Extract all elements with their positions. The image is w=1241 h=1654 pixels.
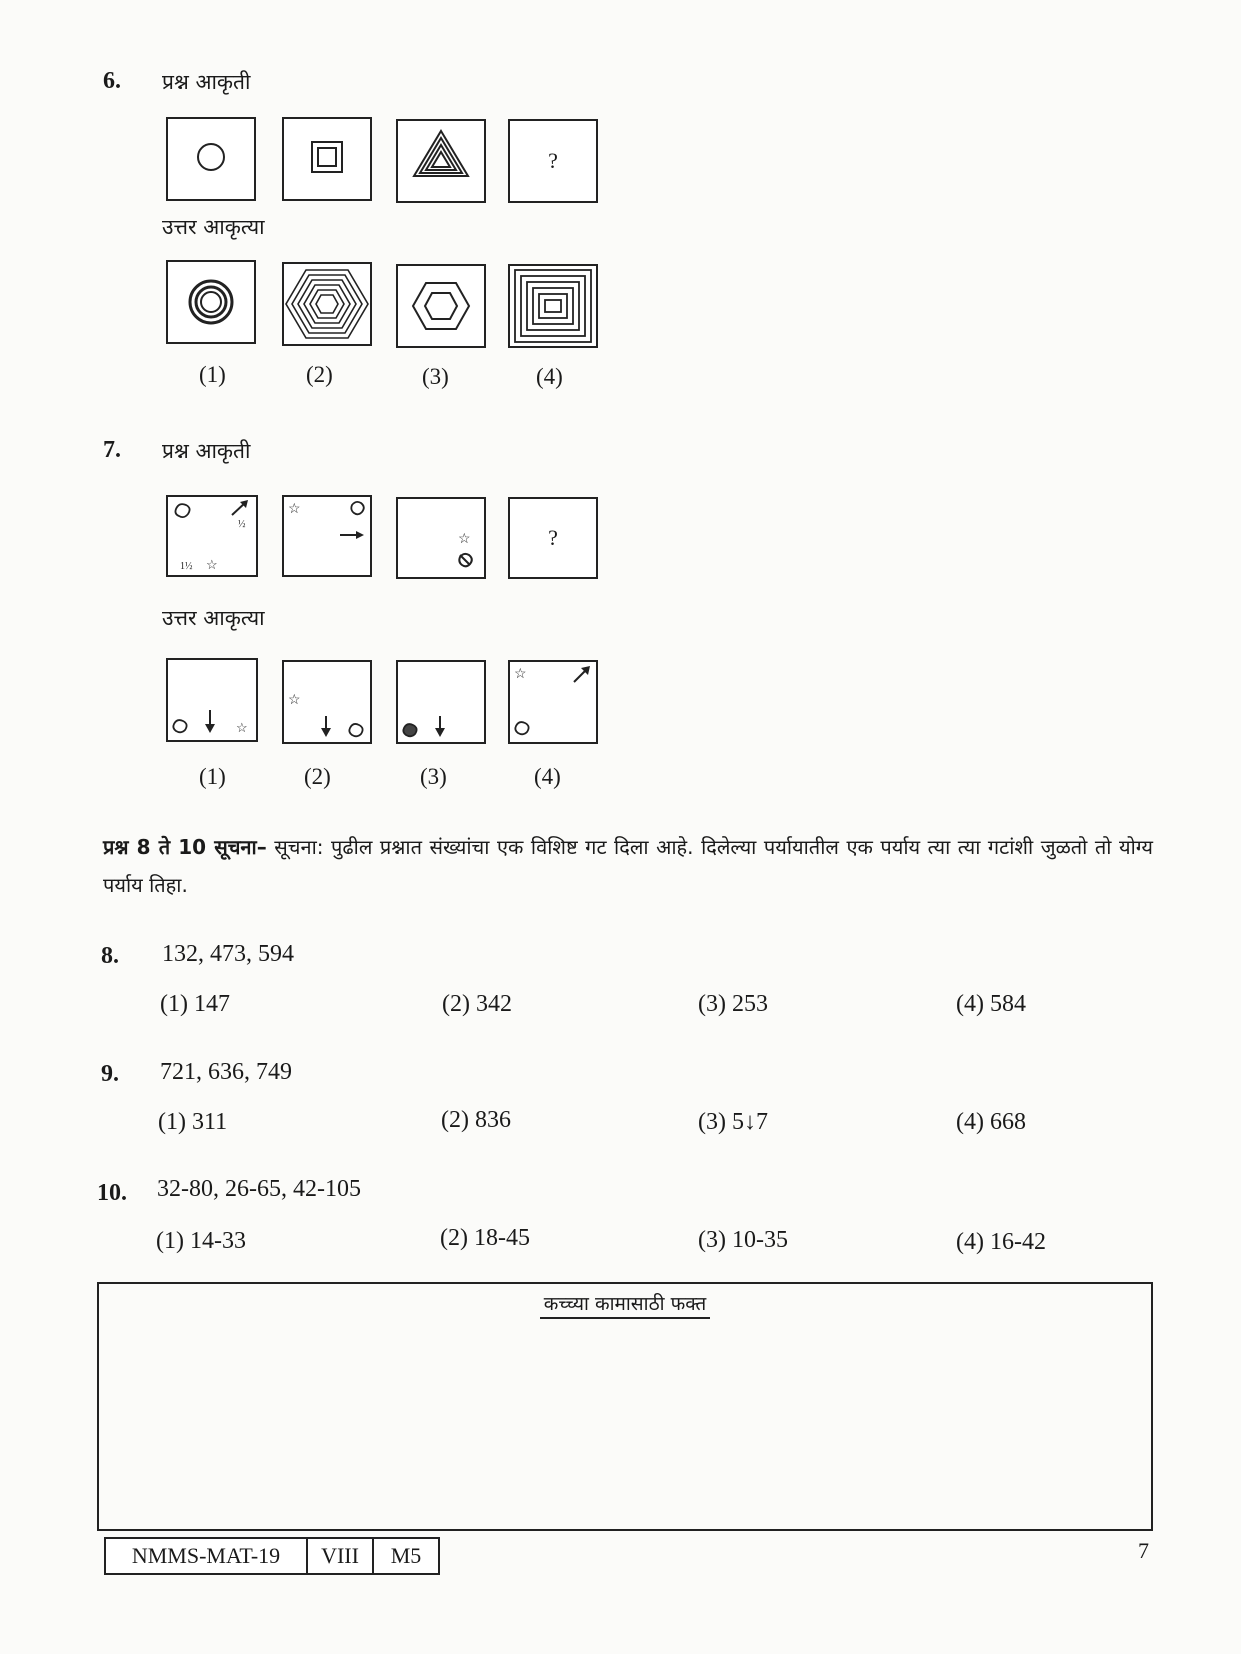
q7-number: 7. — [103, 437, 121, 463]
q6-option-1: (1) — [199, 362, 226, 387]
q8-option-3: (3) 253 — [698, 991, 768, 1017]
q6-option-2: (2) — [306, 362, 333, 387]
blob-down-arrow-figure — [398, 662, 484, 742]
instruction-prefix: प्रश्न 8 ते 10 सूचना– — [103, 835, 267, 859]
concentric-circles-figure — [168, 262, 254, 342]
question-mark: ? — [548, 525, 558, 550]
page-number: 7 — [1138, 1538, 1149, 1563]
q7-answer-label: उत्तर आकृत्या — [162, 606, 265, 630]
q7-answer-fig-3 — [396, 660, 486, 744]
q9-option-3: (3) 5↓7 — [698, 1109, 768, 1135]
nested-squares-figure — [284, 119, 370, 199]
rough-work-title: कच्च्या कामासाठी फक्त — [99, 1290, 1151, 1316]
q6-answer-label: उत्तर आकृत्या — [162, 215, 265, 239]
q10-option-3: (3) 10-35 — [698, 1227, 788, 1253]
instruction-text: सूचना: पुढील प्रश्नात संख्यांचा एक विशिष्ट गट दिला आहे. दिलेल्या पर्यायातील एक पर्याय त्या त्या गटांशी जुळतो तो योग्य पर्याय तिहा. — [103, 835, 1153, 897]
star-blob-arrow-figure — [284, 497, 370, 575]
q7-fig1-fraction: ½ — [238, 519, 246, 530]
q8-number: 8. — [101, 943, 119, 969]
q8-text: 132, 473, 594 — [162, 941, 294, 967]
q7-question-fig-4 — [508, 497, 598, 579]
q7-question-fig-3 — [396, 497, 486, 579]
q6-answer-fig-4 — [508, 264, 598, 348]
circle-figure — [168, 119, 254, 199]
q9-option-4: (4) 668 — [956, 1109, 1026, 1135]
q7-answer-fig-2 — [282, 660, 372, 744]
footer-code: NMMS-MAT-19 — [104, 1537, 308, 1575]
q6-answer-fig-3 — [396, 264, 486, 348]
q8-option-1: (1) 147 — [160, 991, 230, 1017]
q9-text: 721, 636, 749 — [160, 1059, 292, 1085]
q8-option-2: (2) 342 — [442, 991, 512, 1017]
blob-arrow-star-figure — [168, 497, 256, 575]
q6-answer-fig-2 — [282, 262, 372, 346]
q10-option-4: (4) 16-42 — [956, 1229, 1046, 1255]
q7-answer-fig-1 — [166, 658, 258, 742]
star-icon: ☆ — [288, 501, 301, 517]
star-icon: ☆ — [288, 692, 301, 708]
q7-option-2: (2) — [304, 764, 331, 789]
q9-option-2: (2) 836 — [441, 1107, 511, 1133]
star-icon: ☆ — [206, 558, 218, 573]
q6-question-label: प्रश्न आकृती — [162, 70, 251, 94]
q7-fig1-mixed: 1½ — [180, 561, 193, 572]
q7-option-1: (1) — [199, 764, 226, 789]
q8-option-4: (4) 584 — [956, 991, 1026, 1017]
blob-down-arrow-star-figure — [168, 660, 256, 740]
instruction — [103, 828, 1153, 904]
question-mark: ? — [548, 148, 558, 173]
q7-question-fig-2 — [282, 495, 372, 577]
q7-option-4: (4) — [534, 764, 561, 789]
star-icon: ☆ — [458, 531, 471, 547]
star-icon: ☆ — [514, 666, 527, 682]
q7-question-fig-1 — [166, 495, 258, 577]
q6-question-fig-2 — [282, 117, 372, 201]
q9-option-1: (1) 311 — [158, 1109, 228, 1135]
q6-option-4: (4) — [536, 364, 563, 389]
q7-option-3: (3) — [420, 764, 447, 789]
q10-number: 10. — [97, 1180, 127, 1206]
q10-text: 32-80, 26-65, 42-105 — [157, 1176, 361, 1202]
star-down-arrow-blob-figure — [284, 662, 370, 742]
star-icon: ☆ — [236, 721, 248, 736]
q10-option-2: (2) 18-45 — [440, 1225, 530, 1251]
q6-question-fig-1 — [166, 117, 256, 201]
rough-work-box — [97, 1282, 1153, 1531]
q7-answer-fig-4 — [508, 660, 598, 744]
footer-class: VIII — [306, 1537, 374, 1575]
q6-option-3: (3) — [422, 364, 449, 389]
q6-question-fig-3 — [396, 119, 486, 203]
concentric-squares-figure — [510, 266, 596, 346]
q6-question-fig-4 — [508, 119, 598, 203]
q7-question-label: प्रश्न आकृती — [162, 439, 251, 463]
star-arrow-blob-figure — [510, 662, 596, 742]
footer-set: M5 — [372, 1537, 440, 1575]
q6-number: 6. — [103, 68, 121, 94]
nested-hexagons-figure — [398, 266, 484, 346]
q10-option-1: (1) 14-33 — [156, 1228, 246, 1254]
star-blob-figure — [398, 499, 484, 577]
q9-number: 9. — [101, 1061, 119, 1087]
concentric-hexagons-figure — [284, 264, 370, 344]
q6-answer-fig-1 — [166, 260, 256, 344]
nested-triangles-figure — [398, 121, 484, 201]
